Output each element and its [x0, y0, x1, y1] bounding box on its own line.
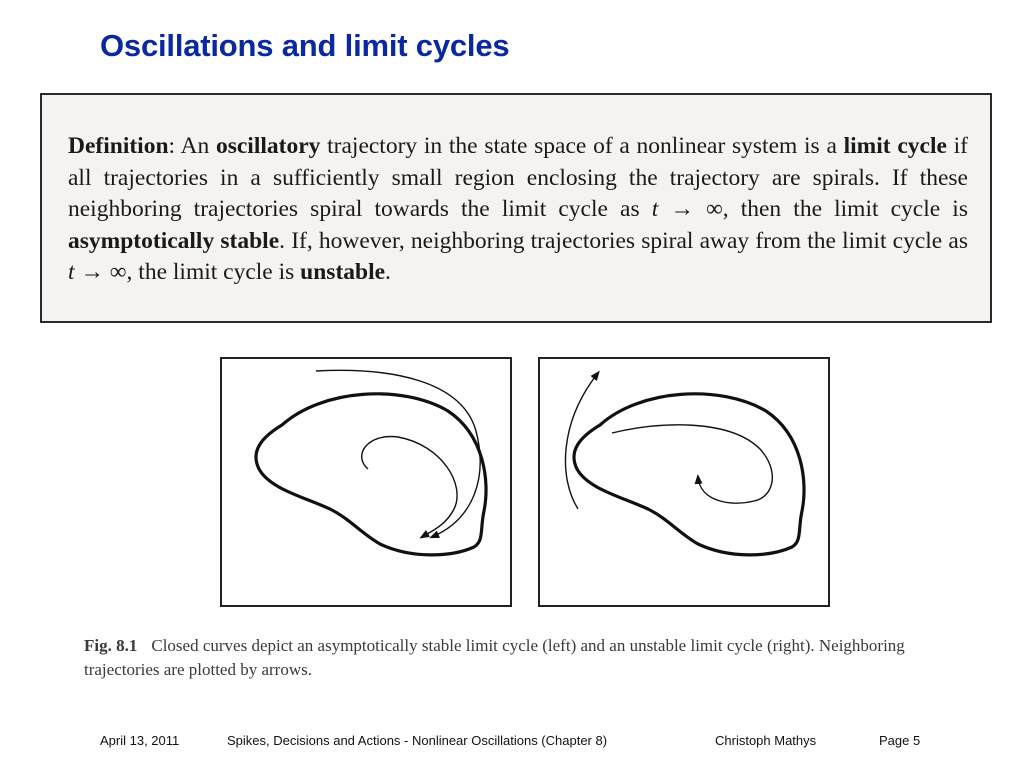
footer-author: Christoph Mathys	[715, 733, 817, 748]
inner-spiral-arrow	[362, 437, 457, 537]
slide-title: Oscillations and limit cycles	[100, 28, 510, 63]
stable-limit-cycle-diagram	[222, 359, 512, 607]
term-oscillatory: oscillatory	[215, 133, 321, 159]
footer-date: April 13, 2011	[100, 733, 180, 748]
definition-text-fragment: if all trajectories in a sufficiently small region enclosing the trajectory are spirals. If these neighboring trajectories spiral towards the limit cycle as	[68, 133, 968, 222]
unstable-limit-cycle-diagram	[540, 359, 830, 607]
definition-box	[40, 93, 992, 323]
figure-caption-text: Closed curves depict an asymptotically stable limit cycle (left) and an unstable limit cycle (right). Neighboring trajectories are plotted by arrows.	[84, 636, 905, 679]
figure-label: Fig. 8.1	[84, 636, 138, 655]
term-asymptotically-stable: asymptotically stable	[68, 227, 280, 254]
footer-page: Page 5	[879, 733, 921, 748]
arrow-infinity: → ∞	[658, 196, 723, 222]
time-variable: t	[651, 196, 659, 222]
time-variable: t	[68, 259, 75, 285]
figure-caption	[84, 634, 964, 682]
definition-text-fragment: : An	[168, 133, 216, 159]
definition-text-fragment: .	[385, 259, 391, 285]
term-limit-cycle: limit cycle	[843, 133, 947, 159]
definition-text	[68, 131, 968, 289]
term-unstable: unstable	[300, 259, 386, 285]
inner-spiral-arrow	[612, 425, 772, 503]
footer-title: Spikes, Decisions and Actions - Nonlinear Oscillations (Chapter 8)	[227, 733, 608, 748]
stable-limit-cycle-panel	[220, 357, 512, 607]
definition-text-fragment: trajectory in the state space of a nonlinear system is a	[320, 133, 844, 159]
limit-cycle-curve	[574, 394, 804, 555]
definition-label: Definition	[68, 133, 169, 159]
definition-text-fragment: , the limit cycle is	[126, 259, 301, 285]
unstable-limit-cycle-panel	[538, 357, 830, 607]
definition-text-fragment: , then the limit cycle is	[722, 196, 968, 222]
definition-text-fragment: . If, however, neighboring trajectories spiral away from the limit cycle as	[279, 227, 968, 254]
arrow-infinity: → ∞	[74, 259, 127, 285]
